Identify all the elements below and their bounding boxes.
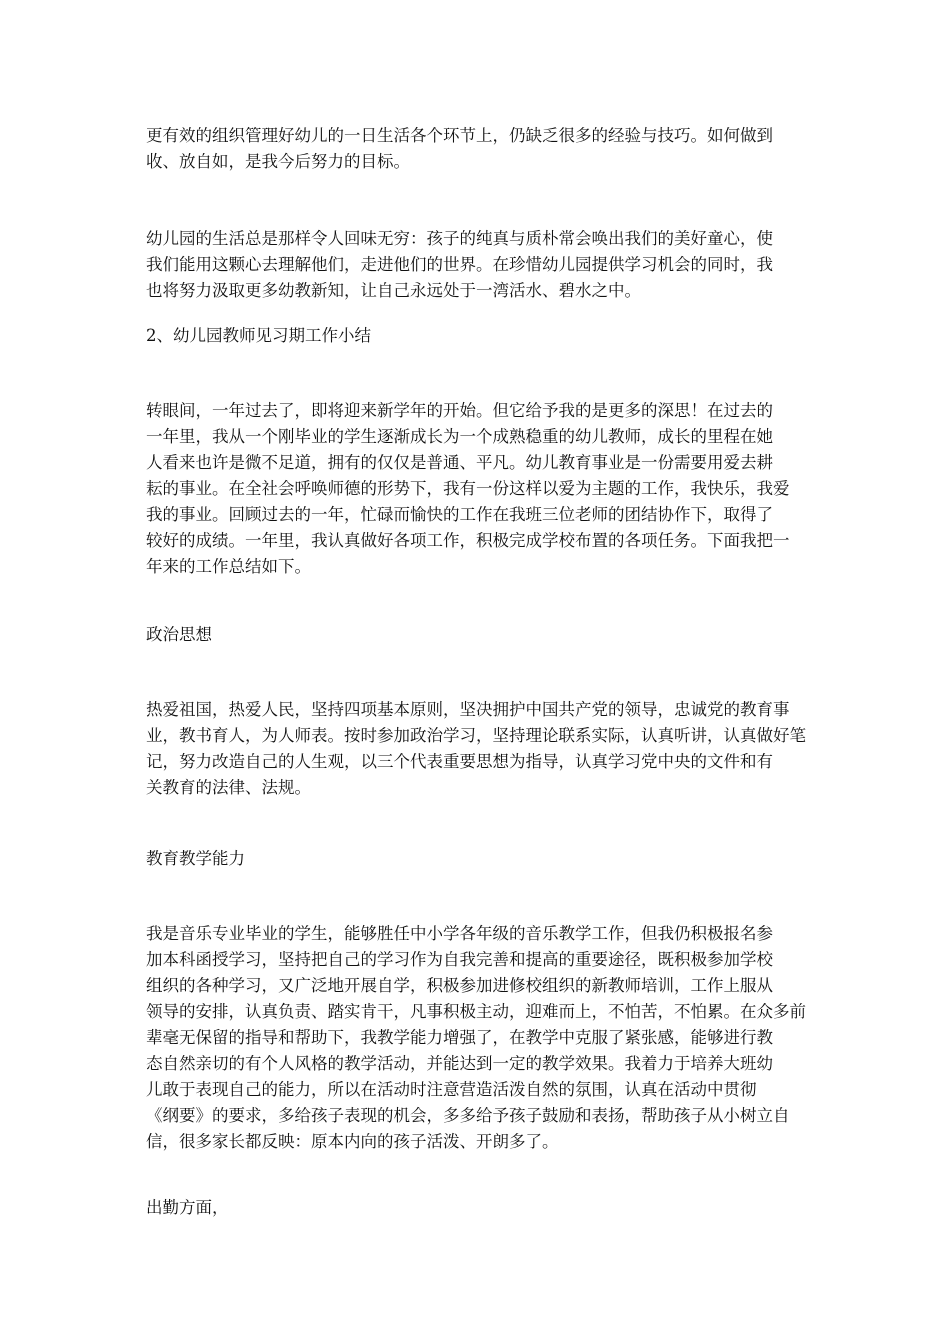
heading-text: 出勤方面， (146, 1198, 229, 1217)
paragraph-5 (146, 921, 810, 1155)
paragraph-3 (146, 398, 810, 580)
text-line: 我是音乐专业毕业的学生，能够胜任中小学各年级的音乐教学工作，但我仍积极报名参 (146, 924, 773, 943)
text-line: 关教育的法律、法规。 (146, 778, 311, 797)
text-line: 加本科函授学习，坚持把自己的学习作为自我完善和提高的重要途径，既积极参加学校 (146, 950, 773, 969)
text-line: 儿敢于表现自己的能力，所以在活动时注意营造活泼自然的氛围，认真在活动中贯彻 (146, 1080, 757, 1099)
text-line: 信，很多家长都反映：原本内向的孩子活泼、开朗多了。 (146, 1132, 559, 1151)
text-line: 热爱祖国，热爱人民，坚持四项基本原则，坚决拥护中国共产党的领导，忠诚党的教育事 (146, 700, 790, 719)
heading-politics (146, 622, 810, 648)
text-line: 《纲要》的要求，多给孩子表现的机会，多多给予孩子鼓励和表扬，帮助孩子从小树立自 (146, 1106, 790, 1125)
text-line: 态自然亲切的有个人风格的教学活动，并能达到一定的教学效果。我着力于培养大班幼 (146, 1054, 773, 1073)
heading-attendance (146, 1195, 810, 1221)
heading-text: 2、幼儿园教师见习期工作小结 (146, 326, 371, 345)
text-line: 更有效的组织管理好幼儿的一日生活各个环节上，仍缺乏很多的经验与技巧。如何做到 (146, 126, 773, 145)
text-line: 业，教书育人，为人师表。按时参加政治学习，坚持理论联系实际，认真听讲，认真做好笔 (146, 726, 806, 745)
heading-text: 教育教学能力 (146, 849, 245, 868)
paragraph-4 (146, 697, 810, 801)
heading-text: 政治思想 (146, 625, 212, 644)
text-line: 一年里，我从一个刚毕业的学生逐渐成长为一个成熟稳重的幼儿教师，成长的里程在她 (146, 427, 773, 446)
paragraph-1 (146, 123, 810, 175)
text-line: 辈毫无保留的指导和帮助下，我教学能力增强了，在教学中克服了紧张感，能够进行教 (146, 1028, 773, 1047)
text-line: 我的事业。回顾过去的一年，忙碌而愉快的工作在我班三位老师的团结协作下，取得了 (146, 505, 773, 524)
text-line: 也将努力汲取更多幼教新知，让自己永远处于一湾活水、碧水之中。 (146, 281, 641, 300)
text-line: 我们能用这颗心去理解他们，走进他们的世界。在珍惜幼儿园提供学习机会的同时，我 (146, 255, 773, 274)
text-line: 记，努力改造自己的人生观，以三个代表重要思想为指导，认真学习党中央的文件和有 (146, 752, 773, 771)
text-line: 人看来也许是微不足道，拥有的仅仅是普通、平凡。幼儿教育事业是一份需要用爱去耕 (146, 453, 773, 472)
section-heading-2 (146, 323, 810, 349)
text-line: 年来的工作总结如下。 (146, 557, 311, 576)
text-line: 转眼间，一年过去了，即将迎来新学年的开始。但它给予我的是更多的深思！在过去的 (146, 401, 773, 420)
text-line: 耘的事业。在全社会呼唤师德的形势下，我有一份这样以爱为主题的工作，我快乐，我爱 (146, 479, 790, 498)
heading-teaching (146, 846, 810, 872)
text-line: 领导的安排，认真负责、踏实肯干，凡事积极主动，迎难而上，不怕苦，不怕累。在众多前 (146, 1002, 806, 1021)
paragraph-2 (146, 226, 810, 304)
text-line: 较好的成绩。一年里，我认真做好各项工作，积极完成学校布置的各项任务。下面我把一 (146, 531, 790, 550)
text-line: 幼儿园的生活总是那样令人回味无穷：孩子的纯真与质朴常会唤出我们的美好童心，使 (146, 229, 773, 248)
text-line: 组织的各种学习，又广泛地开展自学，积极参加进修校组织的新教师培训，工作上服从 (146, 976, 773, 995)
text-line: 收、放自如，是我今后努力的目标。 (146, 152, 410, 171)
